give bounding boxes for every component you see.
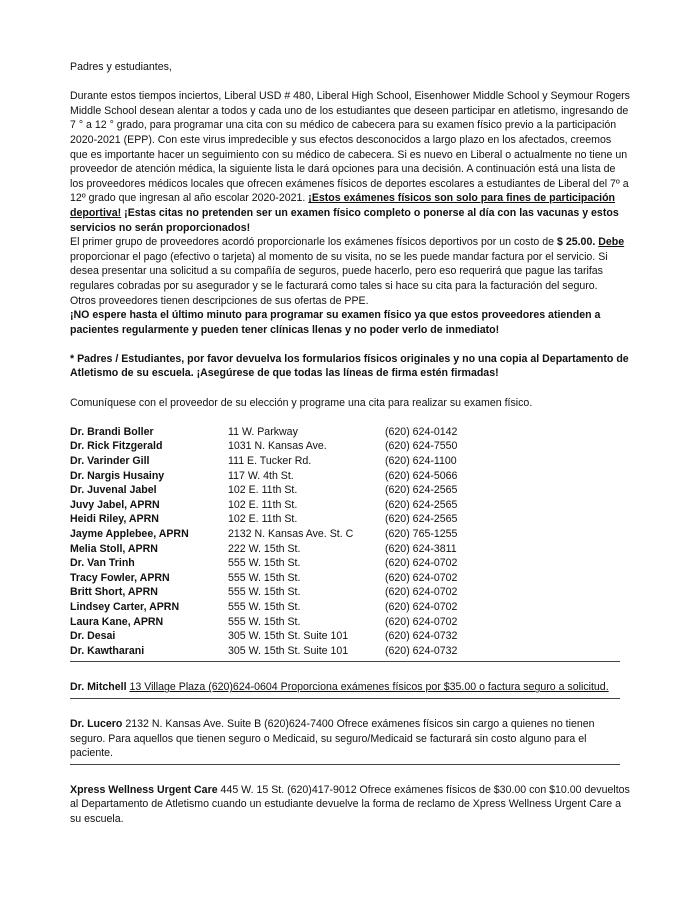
provider-mitchell	[70, 680, 630, 695]
provider-address: 117 W. 4th St.	[228, 469, 294, 482]
provider-address: 305 W. 15th St. Suite 101	[228, 630, 349, 643]
provider-row	[70, 527, 585, 542]
provider-row	[70, 542, 585, 557]
provider-phone: (620) 624-0702	[385, 557, 458, 570]
provider-name: Dr. Desai	[70, 630, 116, 643]
provider-address: 555 W. 15th St.	[228, 586, 301, 599]
provider-row	[70, 498, 585, 513]
provider-row	[70, 615, 585, 630]
intro-paragraph	[70, 89, 630, 235]
intro-text: Durante estos tiempos inciertos, Liberal USD # 480, Liberal High School, Eisenhower Middle School y Seymour Rogers Middle School desean alentar a todos y cada uno de los estudiantes que deseen participar en atletismo, ingresando de 7 ° a 12 ° grado, para programar una cita con su médico de cabecera para su examen físico previo a la participación 2020-2021 (EPP). Con este virus impredecible y sus efectos desconocidos a largo plazo en los afectados, creemos que es importante hacer un seguimiento con su médico de cabecera. Si es nuevo en Liberal o actualmente no tiene un proveedor de atención médica, la siguiente lista le dará opciones para una decisión. A continuación está una lista de los proveedores médicos locales que ofrecen exámenes físicos de deportes escolares a estudiantes de Liberal del 7º a 12º grado que ingresan al año escolar 2020-2021.	[70, 90, 630, 205]
provider-name: Dr. Kawtharani	[70, 644, 145, 657]
provider-name: Dr. Nargis Husainy	[70, 469, 165, 482]
provider-name: Dr. Juvenal Jabel	[70, 484, 157, 497]
provider-row	[70, 644, 585, 659]
provider-address: 555 W. 15th St.	[228, 615, 301, 628]
cost-debe: Debe	[598, 236, 625, 249]
provider-row	[70, 483, 585, 498]
provider-phone: (620) 624-0702	[385, 571, 458, 584]
letter-page	[70, 60, 630, 827]
lucero-details: 2132 N. Kansas Ave. Suite B (620)624-7400 Ofrece exámenes físicos sin cargo a quienes no tienen seguro. Para aquellos que tienen seguro o Medicaid, su seguro/Medicaid se facturará sin costo alguno para el paciente.	[70, 717, 595, 760]
provider-xpress	[70, 783, 630, 827]
provider-phone: (620) 624-2565	[385, 498, 458, 511]
provider-phone: (620) 624-2565	[385, 484, 458, 497]
lucero-name: Dr. Lucero	[70, 717, 123, 730]
provider-row	[70, 571, 585, 586]
provider-address: 102 E. 11th St.	[228, 484, 298, 497]
cost-text-b: proporcionar el pago (efectivo o tarjeta) al momento de su visita, no se les puede mandar factura por el servicio. Si desea presentar una solicitud a su compañía de seguros, puede hacerlo, pero eso requerirá que pague las tarifas regulares cobradas por su asegurador y se le facturará como tales si hace su cita para la facturación del seguro.	[70, 250, 608, 292]
provider-address: 102 E. 11th St.	[228, 498, 298, 511]
schedule-early-warning: ¡NO espere hasta el último minuto para programar su examen físico ya que estos proveedores atienden a pacientes regularmente y pueden tener clínicas llenas y no poder verlo de inmediato!	[70, 309, 601, 336]
provider-row	[70, 512, 585, 527]
provider-phone: (620) 624-3811	[385, 542, 457, 555]
provider-phone: (620) 624-0702	[385, 586, 458, 599]
provider-address: 222 W. 15th St.	[228, 542, 301, 555]
provider-phone: (620) 624-7550	[385, 440, 458, 453]
forms-notice: * Padres / Estudiantes, por favor devuelva los formularios físicos originales y no una copia al Departamento de Atletismo de su escuela. ¡Asegúrese de que todas las líneas de firma estén firmadas!	[70, 352, 629, 380]
provider-name: Dr. Rick Fitzgerald	[70, 440, 163, 453]
cost-amount: $ 25.00.	[557, 236, 596, 249]
provider-phone: (620) 624-0702	[385, 600, 458, 613]
provider-address: 111 E. Tucker Rd.	[228, 455, 312, 468]
provider-address: 555 W. 15th St.	[228, 571, 301, 584]
provider-address: 1031 N. Kansas Ave.	[228, 440, 327, 453]
provider-phone: (620) 624-0732	[385, 644, 458, 657]
provider-row	[70, 629, 585, 644]
provider-row	[70, 556, 585, 571]
xpress-name: Xpress Wellness Urgent Care	[70, 783, 218, 796]
provider-phone: (620) 624-0732	[385, 630, 458, 643]
provider-name: Dr. Brandi Boller	[70, 425, 154, 438]
provider-address: 555 W. 15th St.	[228, 600, 301, 613]
provider-row	[70, 600, 585, 615]
provider-row	[70, 585, 585, 600]
provider-address: 305 W. 15th St. Suite 101	[228, 644, 349, 657]
provider-name: Lindsey Carter, APRN	[70, 600, 180, 613]
xpress-details: 445 W. 15 St. (620)417-9012 Ofrece exámenes físicos de $30.00 con $10.00 devueltos al Departamento de Atletismo cuando un estudiante devuelve la forma de reclamo de Xpress Wellness Urgent Care a su escuela.	[70, 783, 630, 825]
provider-name: Melia Stoll, APRN	[70, 542, 158, 555]
divider	[70, 698, 620, 699]
provider-name: Laura Kane, APRN	[70, 615, 164, 628]
mitchell-name: Dr. Mitchell	[70, 681, 127, 694]
others-note: Otros proveedores tienen descripciones de sus ofertas de PPE.	[70, 294, 369, 307]
contact-instruction: Comuníquese con el proveedor de su elección y programe una cita para realizar su examen físico.	[70, 396, 533, 409]
divider	[70, 661, 620, 662]
provider-row	[70, 439, 585, 454]
provider-name: Dr. Van Trinh	[70, 557, 135, 570]
provider-row	[70, 454, 585, 469]
provider-phone: (620) 624-0702	[385, 615, 458, 628]
provider-address: 11 W. Parkway	[228, 425, 298, 438]
provider-name: Tracy Fowler, APRN	[70, 571, 170, 584]
not-complete-exam-warning: ¡Estas citas no pretenden ser un examen físico completo o ponerse al día con las vacunas y estos servicios no serán proporcionados!	[70, 206, 619, 234]
provider-name: Heidi Riley, APRN	[70, 513, 159, 526]
provider-address: 2132 N. Kansas Ave. St. C	[228, 528, 354, 540]
cost-paragraph	[70, 235, 630, 293]
divider	[70, 764, 620, 765]
provider-address: 555 W. 15th St.	[228, 557, 301, 570]
provider-name: Jayme Applebee, APRN	[70, 528, 189, 540]
provider-phone: (620) 624-0142	[385, 425, 458, 438]
provider-phone: (620) 624-1100	[385, 455, 457, 468]
cost-text-a: El primer grupo de proveedores acordó proporcionarle los exámenes físicos deportivos por un costo de	[70, 236, 555, 249]
sports-only-warning: ¡Estos exámenes físicos son solo para fines de participación deportiva!	[70, 192, 616, 219]
provider-name: Britt Short, APRN	[70, 586, 158, 599]
provider-row	[70, 469, 585, 484]
providers-table	[70, 425, 585, 659]
provider-name: Dr. Varinder Gill	[70, 455, 150, 468]
provider-row	[70, 425, 585, 440]
provider-name: Juvy Jabel, APRN	[70, 498, 160, 511]
provider-phone: (620) 765-1255	[385, 528, 458, 540]
mitchell-details: 13 Village Plaza (620)624-0604 Proporciona exámenes físicos por $35.00 o factura seguro a solicitud.	[129, 681, 609, 694]
provider-lucero	[70, 717, 630, 761]
provider-phone: (620) 624-2565	[385, 513, 458, 526]
greeting: Padres y estudiantes,	[70, 61, 172, 73]
provider-phone: (620) 624-5066	[385, 469, 458, 482]
provider-address: 102 E. 11th St.	[228, 513, 298, 526]
